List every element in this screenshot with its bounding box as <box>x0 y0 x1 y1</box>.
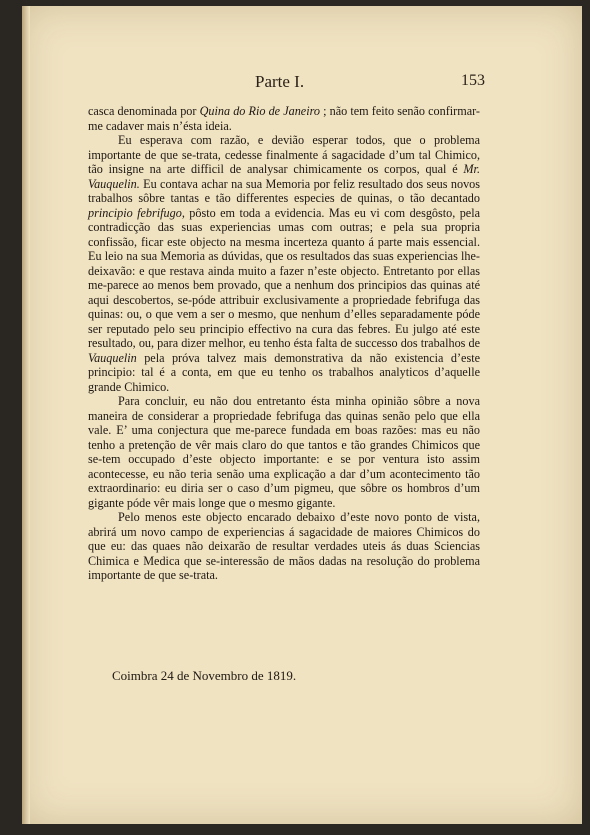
text-run: pela próva talvez mais demonstrativa da não existencia d’este principio: tal é a conta, em que eu tenho os trabalhos analyticos d’aquelle grande Chimico. <box>88 350 480 394</box>
page-gutter <box>22 6 30 824</box>
text-run: ; não tem feito senão confirmar-me cadaver mais n’ésta ideia. <box>88 104 480 133</box>
section-title: Parte I. <box>255 72 305 91</box>
text-run: Para concluir, eu não dou entretanto ésta minha opinião sôbre a nova maneira de considerar a propriedade febrifuga das quinas senão pelo que ella vale. E’ uma conjectura que me-parece fundada em boas razões: mas eu não tenho a pretenção de vêr mais claro do que tantos e tão grandes Chimicos que se-tem occupado d’este objecto importante: e se por ventura isto assim acontecesse, eu não teria senão uma explicação a dar d’um acontecimento tão extraordinario: eu diria ser o caso d’um pigmeu, que sôbre os hombros d’um gigante póde vêr mais longe que o mesmo gigante. <box>88 394 480 510</box>
running-header <box>255 72 485 96</box>
paragraph <box>88 104 480 133</box>
text-run: Eu esperava com razão, e devião esperar todos, que o problema importante de que se-trata, cedesse finalmente á sagacidade d’um tal Chimico, tão insigne na arte difficil de analysar chimicamente os corpos, qual é <box>88 133 480 176</box>
paragraph <box>88 133 480 394</box>
italic-run: Mr. Vauquelin. <box>88 162 480 191</box>
page-number: 153 <box>461 72 485 89</box>
text-run: , pôsto em toda a evidencia. Mas eu vi com desgôsto, pela contradicção das suas experiencias umas com outras; e pela sua propria confissão, ficar este objecto na mesma incerteza quanto á parte mais essencial. Eu leio na sua Memoria as dúvidas, que os resultados das suas experiencias lhe-deixavão: e que restava ainda muito a fazer n’este objecto. Entretanto por ellas me-parece ao menos bem provado, que a nenhum dos principios das quinas até aqui descobertos, se-póde attribuir exclusivamente a propriedade febrifuga das quinas: ou, o que vem a ser o mesmo, que nenhum d’elles separadamente póde ser reputado pelo seu principio effectivo na cura das febres. Eu julgo até este resultado, ou, para dizer melhor, eu tenho ésta falta de successo dos trabalhos de <box>88 205 481 350</box>
italic-run: Vauquelin <box>88 350 137 365</box>
italic-run: Quina do Rio de Janeiro <box>199 104 320 118</box>
text-run: casca denominada por <box>88 104 200 118</box>
italic-run: principio febrifugo <box>88 205 182 220</box>
body-text <box>88 104 480 583</box>
closing-date: Coimbra 24 de Novembro de 1819. <box>112 668 297 683</box>
text-run: Pelo menos este objecto encarado debaixo d’este novo ponto de vista, abrirá um novo campo de experiencias á sagacidade de maiores Chimicos do que eu: das quaes não deixarão de resultar verdades uteis ás duas Sciencias Chimica e Medica que se-interessão de mãos dadas na resolução do problema importante de que se-trata. <box>88 510 480 582</box>
paragraph <box>88 510 480 583</box>
paragraph <box>88 394 480 510</box>
text-run: Eu contava achar na sua Memoria por feliz resultado dos seus novos trabalhos sôbre tantas e tão differentes especies de quinas, o tão decantado <box>88 176 480 205</box>
